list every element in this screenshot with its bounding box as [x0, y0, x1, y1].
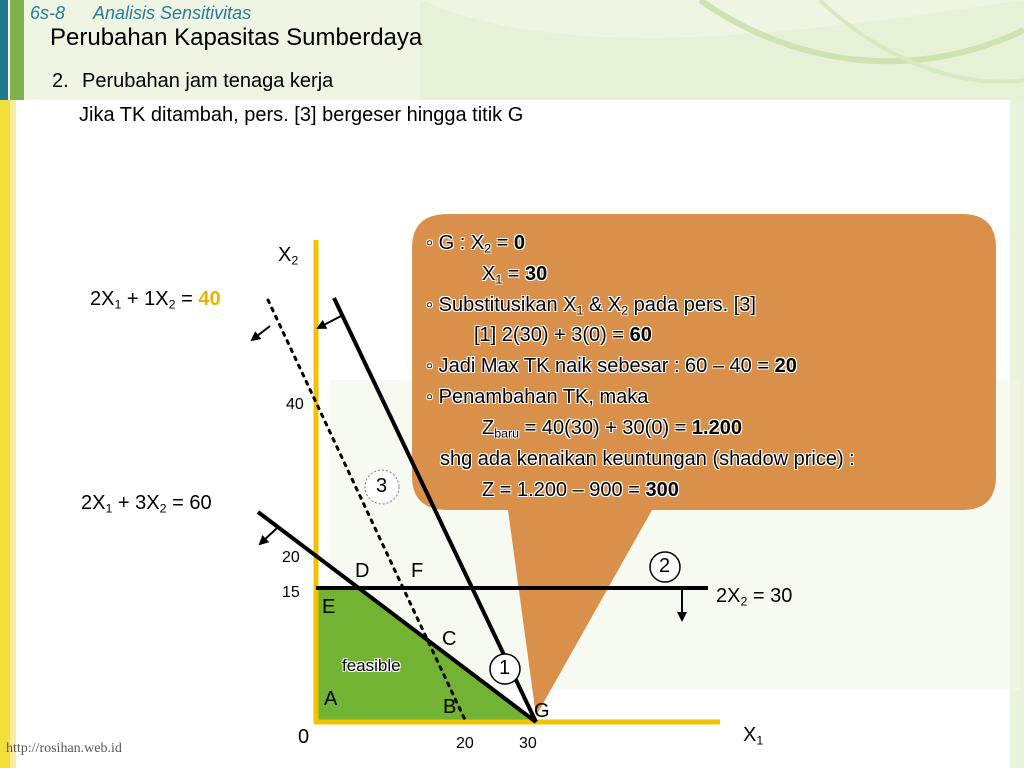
accent-bar-green	[10, 0, 24, 100]
equation-constraint-2: $2X_2 = 30$	[716, 585, 793, 609]
circle-label-1: 1	[499, 657, 511, 679]
constraint-3-arrow	[260, 528, 277, 544]
constraint-1-shift-arrow	[318, 316, 341, 328]
tick-x-20: 20	[456, 735, 474, 752]
point-D: D	[355, 560, 370, 582]
equation-constraint-3: $2X_1 + 3X_2 = 60$	[81, 492, 212, 516]
callout-line-1: ◦ G : $X_2 = 0$	[426, 232, 526, 256]
constraint-1-arrow	[252, 326, 270, 340]
footer-url: http://rosihan.web.id	[6, 741, 122, 756]
tick-y-20: 20	[282, 549, 300, 566]
callout-line-6: ◦ Penambahan TK, maka	[426, 386, 649, 408]
tick-y-15: 15	[282, 584, 300, 601]
tick-y-40: 40	[286, 396, 304, 413]
callout-line-4: [1] 2(30) + 3(0) = 60	[474, 324, 652, 346]
equation-constraint-1: $2X_1 + 1X_2 = 40$	[90, 288, 221, 312]
callout-line-3: ◦ Substitusikan $X_1$ & $X_2$ pada pers. [3]	[426, 294, 756, 318]
slide-code: 6s-8	[30, 3, 66, 23]
point-F: F	[411, 560, 424, 582]
intro-text: Jika TK ditambah, pers. [3] bergeser hingga titik G	[79, 104, 524, 126]
point-B: B	[443, 696, 457, 718]
accent-bar-yellow-light	[10, 100, 16, 768]
slide-tag	[30, 3, 251, 24]
y-axis-label: $X_2$	[278, 244, 299, 268]
callout-line-2: $X_1 = 30$	[482, 263, 548, 287]
point-number: 2.	[52, 70, 69, 92]
circle-label-3: 3	[376, 475, 388, 497]
section-title: Analisis Sensitivitas	[93, 3, 252, 23]
callout-line-9: Z = 1.200 – 900 = 300	[482, 479, 679, 501]
callout-line-7: $Z_{baru} = 40(30) + 30(0) = 1.200$	[482, 417, 742, 441]
point-heading	[52, 70, 333, 93]
circle-label-2: 2	[659, 555, 671, 577]
page-title: Perubahan Kapasitas Sumberdaya	[50, 24, 423, 51]
point-C: C	[442, 628, 457, 650]
x-axis-label: $X_1$	[743, 724, 764, 748]
origin-label: 0	[298, 726, 310, 748]
point-E: E	[322, 596, 336, 618]
callout-line-5: ◦ Jadi Max TK naik sebesar : 60 – 40 = 20	[426, 355, 797, 377]
point-A: A	[324, 688, 338, 710]
tick-x-30: 30	[519, 735, 537, 752]
callout-box	[412, 214, 996, 510]
accent-bar-teal	[0, 0, 8, 100]
point-text: Perubahan jam tenaga kerja	[82, 70, 334, 92]
accent-bar-yellow	[0, 100, 10, 768]
point-G: G	[534, 700, 550, 722]
callout-line-8: shg ada kenaikan keuntungan (shadow price) :	[440, 448, 855, 470]
feasible-label: feasible	[342, 656, 401, 675]
